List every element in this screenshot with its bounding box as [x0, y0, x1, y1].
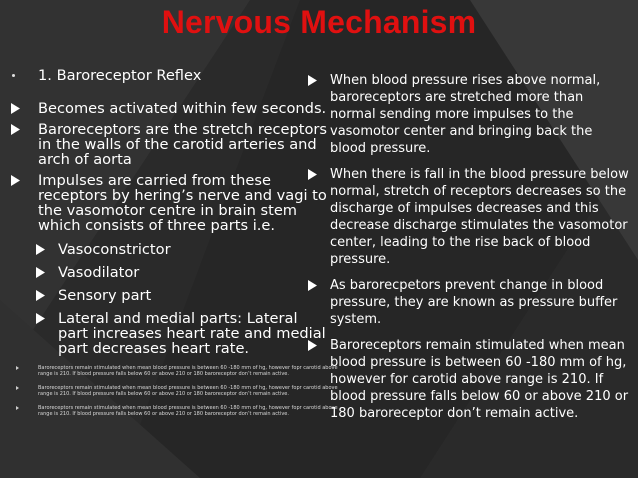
left-subpoint	[34, 288, 328, 303]
left-column	[8, 67, 338, 426]
left-subpoint	[34, 311, 328, 356]
right-point	[306, 166, 632, 268]
right-point-text: When blood pressure rises above normal, baroreceptors are stretched more than normal sending more impulses to the vasomotor center and bringing back the blood pressure.	[330, 73, 601, 156]
small-dot-icon	[12, 74, 15, 77]
left-subpoint-text: Sensory part	[58, 287, 152, 304]
left-point-text: Impulses are carried from these receptors by hering’s nerve and vagi to the vasomotor centre in brain stem which consists of three parts i.e.	[38, 172, 327, 234]
triangle-bullet-icon	[16, 406, 19, 410]
triangle-bullet-icon	[36, 313, 45, 324]
tiny-note	[16, 386, 338, 397]
right-point	[306, 72, 632, 157]
slide-title: Nervous Mechanism	[161, 4, 477, 40]
triangle-bullet-icon	[308, 280, 317, 291]
triangle-bullet-icon	[308, 340, 317, 351]
left-subpoint-text: Vasoconstrictor	[58, 241, 171, 258]
left-subpoint	[34, 242, 328, 257]
left-point	[8, 122, 328, 167]
left-point	[8, 101, 328, 116]
tiny-note	[16, 406, 338, 417]
right-point-text: As barorecpetors prevent change in blood pressure, they are known as pressure buffer system.	[330, 278, 618, 327]
left-subpoint-text: Lateral and medial parts: Lateral part increases heart rate and medial part decreases heart rate.	[58, 310, 326, 357]
triangle-bullet-icon	[36, 290, 45, 301]
left-heading-text: 1. Baroreceptor Reflex	[38, 67, 202, 84]
left-heading	[8, 68, 328, 83]
triangle-bullet-icon	[11, 124, 20, 135]
triangle-bullet-icon	[36, 267, 45, 278]
left-point-text: Baroreceptors are the stretch receptors in the walls of the carotid arteries and arch of aorta	[38, 121, 328, 168]
right-column	[306, 72, 632, 431]
left-subpoint-text: Vasodilator	[58, 264, 140, 281]
tiny-note-text: Baroreceptors remain stimulated when mean blood pressure is between 60 -180 mm of hg, however fopr carotid above range is 210. If blood pressure falls below 60 or above 210 or 180 baroreceptor don’t remain active.	[38, 405, 338, 417]
triangle-bullet-icon	[308, 169, 317, 180]
left-point-text: Becomes activated within few seconds.	[38, 100, 327, 117]
triangle-bullet-icon	[11, 103, 20, 114]
triangle-bullet-icon	[36, 244, 45, 255]
left-subpoint	[34, 265, 328, 280]
left-point	[8, 173, 328, 233]
tiny-note	[16, 366, 338, 377]
right-point-text: When there is fall in the blood pressure below normal, stretch of receptors decreases so the discharge of impulses decreases and this decrease discharge stimulates the vasomotor center, leading to the rise back of blood pressure.	[330, 167, 629, 267]
right-point-text: Baroreceptors remain stimulated when mean blood pressure is between 60 -180 mm of hg, however for carotid above range is 210. If blood pressure falls below 60 or above 210 or 180 baroreceptor don’t remain active.	[330, 338, 629, 421]
tiny-note-text: Baroreceptors remain stimulated when mean blood pressure is between 60 -180 mm of hg, however fopr carotid above range is 210. If blood pressure falls below 60 or above 210 or 180 baroreceptor don’t remain active.	[38, 365, 338, 377]
triangle-bullet-icon	[16, 386, 19, 390]
tiny-note-text: Baroreceptors remain stimulated when mean blood pressure is between 60 -180 mm of hg, however fopr carotid above range is 210. If blood pressure falls below 60 or above 210 or 180 baroreceptor don’t remain active.	[38, 385, 338, 397]
right-point	[306, 277, 632, 328]
triangle-bullet-icon	[11, 175, 20, 186]
triangle-bullet-icon	[16, 366, 19, 370]
triangle-bullet-icon	[308, 75, 317, 86]
right-point	[306, 337, 632, 422]
